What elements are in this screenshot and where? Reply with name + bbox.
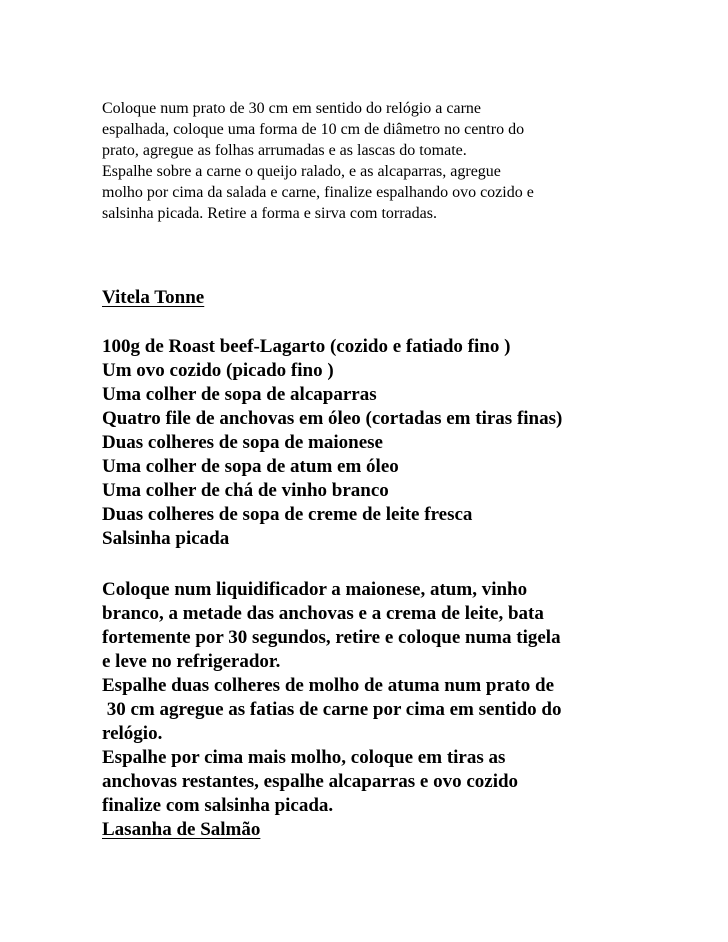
ingredient-item: Um ovo cozido (picado fino ) xyxy=(102,360,334,381)
method-line: Espalhe por cima mais molho, coloque em tiras as xyxy=(102,747,506,768)
method-line: relógio. xyxy=(102,723,163,744)
method-line: e leve no refrigerador. xyxy=(102,651,281,672)
method-line: Coloque num liquidificador a maionese, atum, vinho xyxy=(102,579,528,600)
method-line: 30 cm agregue as fatias de carne por cima em sentido do xyxy=(102,699,562,720)
method-line: finalize com salsinha picada. xyxy=(102,795,334,816)
method-paragraph xyxy=(102,578,561,842)
ingredient-item: Uma colher de sopa de alcaparras xyxy=(102,384,377,405)
method-line: anchovas restantes, espalhe alcaparras e ovo cozido xyxy=(102,771,519,792)
ingredient-item: Quatro file de anchovas em óleo (cortadas em tiras finas) xyxy=(102,408,563,429)
intro-line: espalhada, coloque uma forma de 10 cm de diâmetro no centro do xyxy=(102,121,525,138)
ingredients-list xyxy=(102,335,562,551)
ingredient-item: Duas colheres de sopa de creme de leite fresca xyxy=(102,504,473,525)
intro-paragraph xyxy=(102,98,662,224)
intro-line: Espalhe sobre a carne o queijo ralado, e as alcaparras, agregue xyxy=(102,163,501,180)
method-line: Espalhe duas colheres de molho de atuma num prato de xyxy=(102,675,555,696)
method-line: branco, a metade das anchovas e a crema de leite, bata xyxy=(102,603,544,624)
ingredient-item: Duas colheres de sopa de maionese xyxy=(102,432,383,453)
intro-line: salsinha picada. Retire a forma e sirva com torradas. xyxy=(102,205,437,222)
next-recipe-title: Lasanha de Salmão xyxy=(102,819,261,840)
ingredient-item: Uma colher de sopa de atum em óleo xyxy=(102,456,399,477)
ingredient-item: Salsinha picada xyxy=(102,528,230,549)
method-line: fortemente por 30 segundos, retire e coloque numa tigela xyxy=(102,627,561,648)
recipe-title: Vitela Tonne xyxy=(102,287,205,308)
ingredient-item: Uma colher de chá de vinho branco xyxy=(102,480,389,501)
intro-line: Coloque num prato de 30 cm em sentido do relógio a carne xyxy=(102,100,482,117)
intro-line: molho por cima da salada e carne, finalize espalhando ovo cozido e xyxy=(102,184,534,201)
ingredient-item: 100g de Roast beef-Lagarto (cozido e fatiado fino ) xyxy=(102,336,511,357)
intro-line: prato, agregue as folhas arrumadas e as lascas do tomate. xyxy=(102,142,467,159)
